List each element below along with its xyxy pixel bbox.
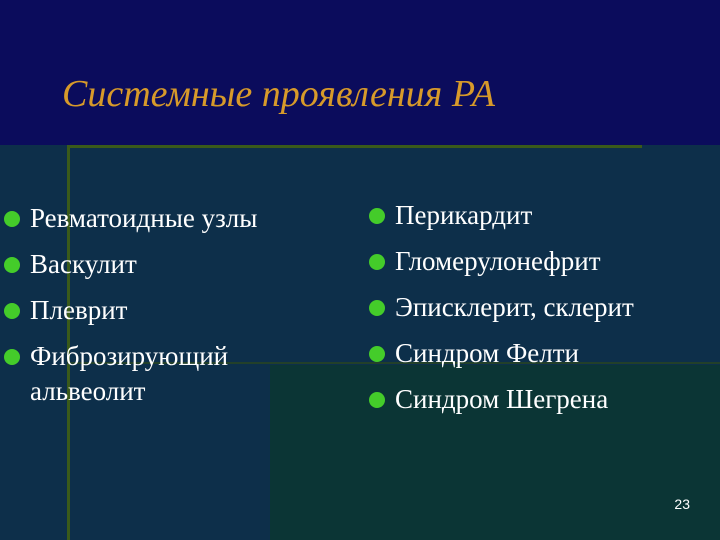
slide-title: Системные проявления РА (62, 73, 495, 115)
list-item-text: Гломерулонефрит (395, 246, 601, 276)
left-bullet-list (0, 201, 320, 420)
horizontal-divider-line (67, 145, 642, 148)
list-item (0, 201, 320, 236)
list-item (365, 198, 715, 233)
green-dot-icon (369, 208, 385, 224)
list-item (365, 290, 715, 325)
page-number: 23 (674, 496, 690, 512)
right-bullet-list (365, 198, 715, 428)
green-dot-icon (369, 346, 385, 362)
green-dot-icon (4, 257, 20, 273)
list-item (365, 244, 715, 279)
green-dot-icon (369, 392, 385, 408)
list-item-text: Фиброзирующий альвеолит (30, 341, 229, 406)
list-item (0, 293, 320, 328)
list-item (0, 339, 320, 409)
list-item-text: Перикардит (395, 200, 533, 230)
green-dot-icon (4, 211, 20, 227)
green-dot-icon (4, 303, 20, 319)
list-item-text: Синдром Фелти (395, 338, 580, 368)
list-item-text: Синдром Шегрена (395, 384, 609, 414)
list-item-text: Васкулит (30, 249, 137, 279)
green-dot-icon (369, 300, 385, 316)
green-dot-icon (4, 349, 20, 365)
list-item (0, 247, 320, 282)
list-item (365, 382, 715, 417)
list-item-text: Ревматоидные узлы (30, 203, 258, 233)
list-item-text: Плеврит (30, 295, 128, 325)
list-item (365, 336, 715, 371)
green-dot-icon (369, 254, 385, 270)
list-item-text: Эписклерит, склерит (395, 292, 634, 322)
